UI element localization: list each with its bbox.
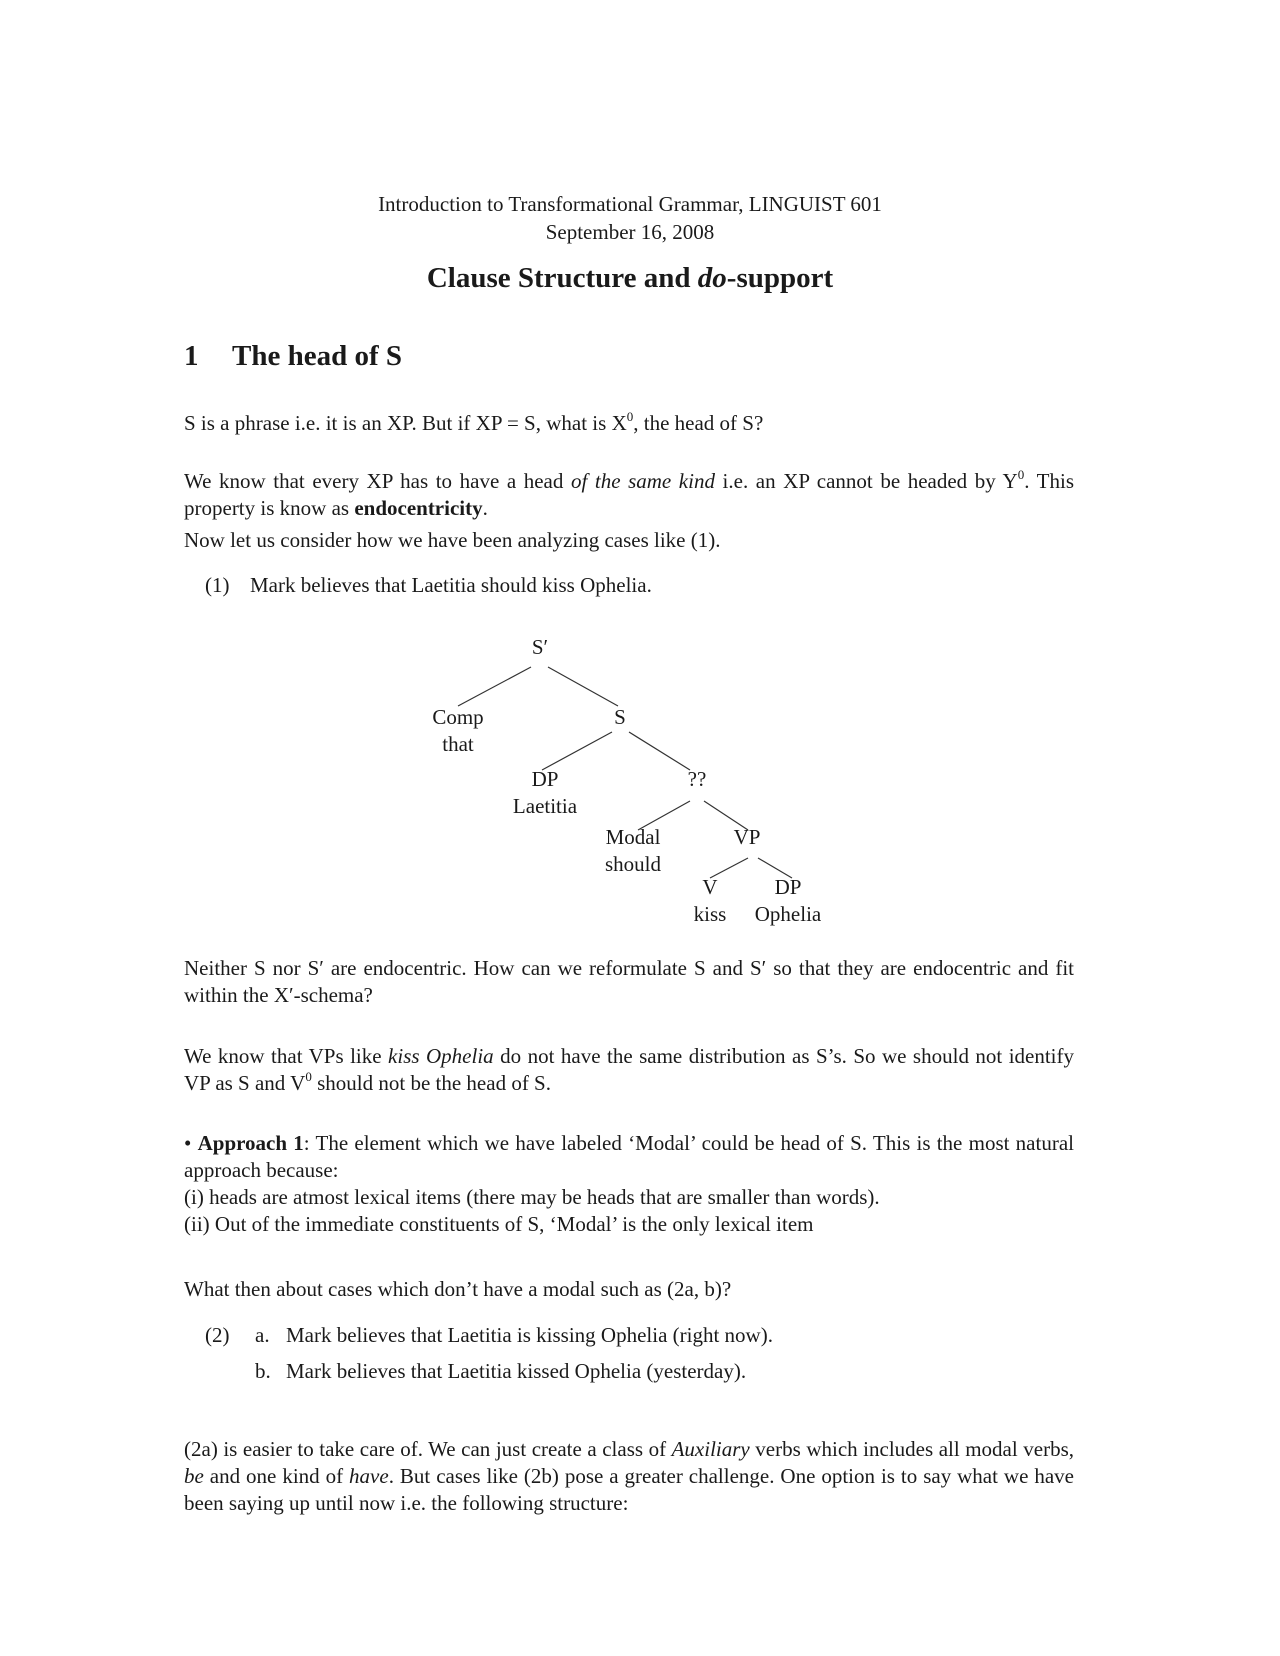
- node-v: V kiss: [650, 874, 770, 928]
- paragraph-6: What then about cases which don’t have a modal such as (2a, b)?: [184, 1277, 732, 1301]
- paragraph-7: (2a) is easier to take care of. We can just create a class of Auxiliary verbs which includes all modal verbs, be and one kind of have. But cases like (2b) pose a greater challenge. One option is to say what we have been saying up until now i.e. the following structure:: [184, 1437, 1074, 1515]
- example-2b-label: b.: [255, 1359, 271, 1383]
- page-title: Clause Structure and do-support: [426, 262, 834, 294]
- approach-1-point-ii: (ii) Out of the immediate constituents of S, ‘Modal’ is the only lexical item: [184, 1212, 814, 1236]
- leaf-laetitia: Laetitia: [512, 794, 578, 818]
- leaf-kiss: kiss: [693, 902, 727, 926]
- example-1-text: Mark believes that Laetitia should kiss Ophelia.: [250, 573, 652, 597]
- approach-1: • Approach 1: The element which we have labeled ‘Modal’ could be head of S. This is the most natural approach because: (i) heads are atmost lexical items (there may be heads that are smaller than words). (ii) Out of the immediate constituents of S, ‘Modal’ is the only lexical item: [184, 1131, 1074, 1236]
- node-modal: Modal should: [573, 824, 693, 878]
- node-unknown-head: ??: [687, 767, 707, 791]
- edge-sbar-comp: [458, 667, 531, 706]
- example-2b-text: Mark believes that Laetitia kissed Ophelia (yesterday).: [286, 1359, 747, 1383]
- example-1-number: (1): [205, 573, 230, 597]
- node-dp-object: DP Ophelia: [728, 874, 848, 928]
- bullet: •: [184, 1131, 192, 1155]
- section-number: 1: [184, 340, 199, 372]
- edge-s-qq: [629, 732, 690, 770]
- example-2a-label: a.: [255, 1323, 270, 1347]
- section-title: The head of S: [232, 340, 403, 372]
- approach-1-point-i: (i) heads are atmost lexical items (there may be heads that are smaller than words).: [184, 1185, 880, 1209]
- example-2a-text: Mark believes that Laetitia is kissing Ophelia (right now).: [286, 1323, 773, 1347]
- paragraph-1: S is a phrase i.e. it is an XP. But if XP = S, what is $X^0$, the head of S?: [184, 409, 764, 435]
- example-2-number: (2): [205, 1323, 230, 1347]
- node-dp-subject: DP Laetitia: [485, 766, 605, 820]
- paragraph-2: We know that every XP has to have a head of the same kind i.e. an XP cannot be headed by $Y^0$. This property is know as endocentricity.: [184, 467, 1074, 520]
- paragraph-5: We know that VPs like kiss Ophelia do not have the same distribution as S’s. So we should not identify VP as S and $V^0$ should not be the head of S.: [184, 1044, 1075, 1095]
- lecture-date: September 16, 2008: [545, 220, 715, 244]
- leaf-should: should: [604, 852, 661, 876]
- leaf-ophelia: Ophelia: [754, 902, 822, 926]
- edge-s-dp: [542, 732, 612, 770]
- node-s: S: [614, 705, 626, 729]
- edge-sbar-s: [548, 667, 618, 706]
- node-comp: Comp that: [398, 704, 518, 758]
- node-s-bar: S′: [531, 635, 549, 659]
- leaf-that: that: [442, 732, 474, 756]
- paragraph-3: Now let us consider how we have been analyzing cases like (1).: [184, 528, 721, 552]
- node-vp: VP: [733, 825, 761, 849]
- paragraph-4: Neither S nor S′ are endocentric. How can we reformulate S and S′ so that they are endocentric and fit within the X′-schema?: [184, 956, 1074, 1007]
- course-title: Introduction to Transformational Grammar, LINGUIST 601: [378, 192, 882, 216]
